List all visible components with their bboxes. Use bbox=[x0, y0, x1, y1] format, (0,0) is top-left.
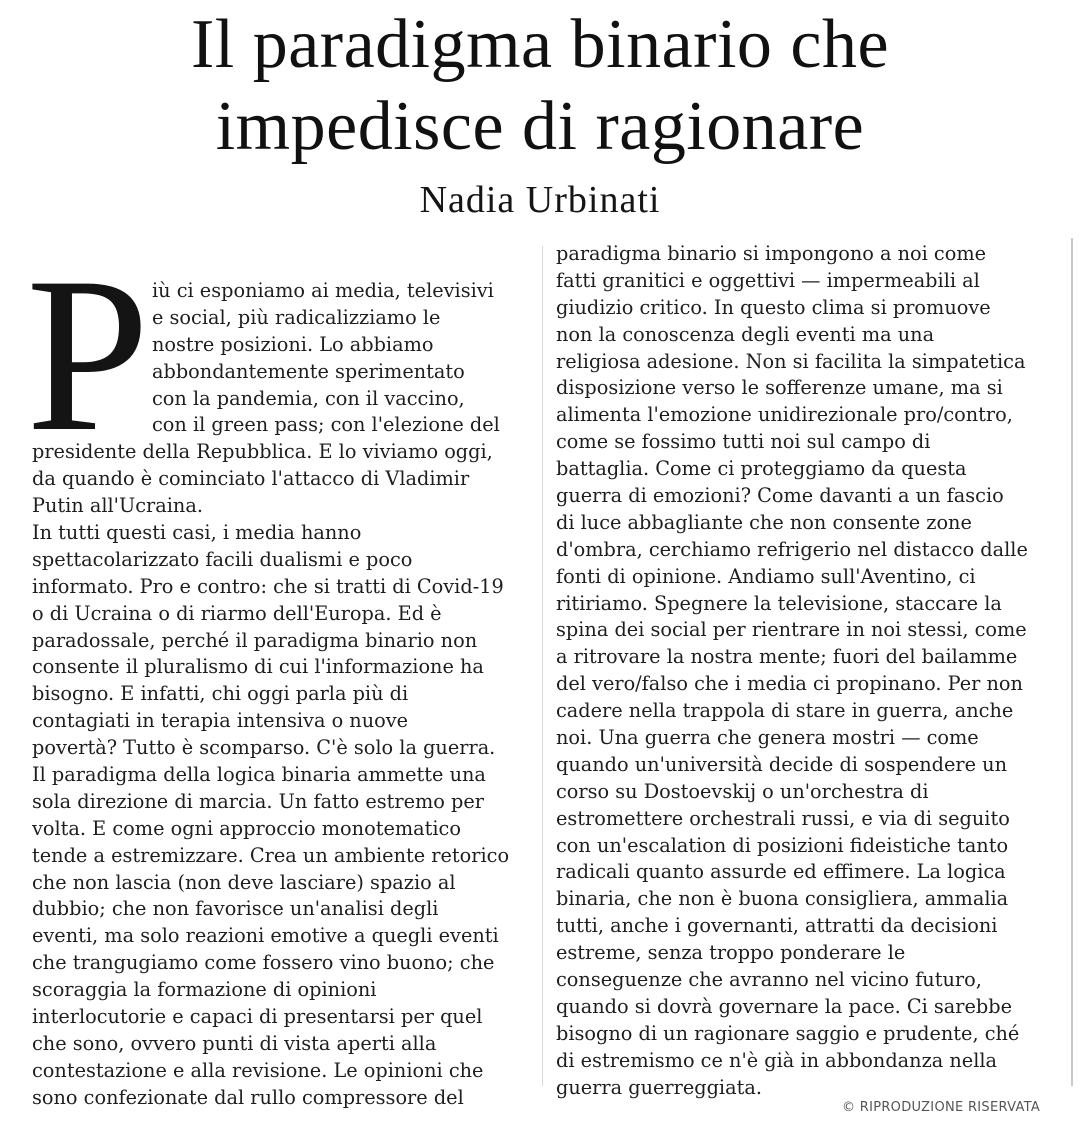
right-line: ritiriamo. Spegnere la televisione, staccare la bbox=[556, 591, 1002, 615]
headline-line-2: impedisce di ragionare bbox=[215, 88, 865, 165]
right-line: conseguenze che avranno nel vicino futuro, bbox=[556, 968, 982, 992]
right-line: corso su Dostoevskij o un'orchestra di bbox=[556, 779, 929, 803]
left-line: contagiati in terapia intensiva o nuove bbox=[32, 709, 409, 733]
right-line: radicali quanto assurde ed effimere. La logica bbox=[556, 860, 1006, 884]
drop-cap: P bbox=[26, 232, 150, 478]
right-line: cadere nella trappola di stare in guerra, anche bbox=[556, 699, 1014, 723]
left-line: sono confezionate dal rullo compressore del bbox=[32, 1085, 464, 1109]
left-line: In tutti questi casi, i media hanno bbox=[32, 521, 362, 545]
right-line: quando si dovrà governare la pace. Ci sarebbe bbox=[556, 994, 1013, 1018]
article-column-left bbox=[32, 278, 512, 1112]
right-line: noi. Una guerra che genera mostri — come bbox=[556, 726, 979, 750]
left-line: Putin all'Ucraina. bbox=[32, 494, 203, 518]
right-line: alimenta l'emozione unidirezionale pro/contro, bbox=[556, 403, 1013, 427]
left-line: o di Ucraina o di riarmo dell'Europa. Ed è bbox=[32, 601, 442, 625]
headline-line-1: Il paradigma binario che bbox=[190, 6, 890, 83]
right-line: di estremismo ce n'è già in abbondanza nella bbox=[556, 1048, 998, 1072]
left-line: dubbio; che non favorisce un'analisi degli bbox=[32, 897, 439, 921]
right-line: guerra guerreggiata. bbox=[556, 1075, 762, 1099]
left-line: scoraggia la formazione di opinioni bbox=[32, 978, 377, 1002]
right-line: spina dei social per rientrare in noi stessi, come bbox=[556, 618, 1027, 642]
right-line: fonti di opinione. Andiamo sull'Aventino, ci bbox=[556, 564, 976, 588]
right-line: religiosa adesione. Non si facilita la simpatetica bbox=[556, 349, 1026, 373]
right-line: non la conoscenza degli eventi ma una bbox=[556, 322, 935, 346]
left-line: e social, più radicalizziamo le bbox=[152, 305, 441, 329]
left-line: sola direzione di marcia. Un fatto estremo per bbox=[32, 789, 485, 813]
right-line: battaglia. Come ci proteggiamo da questa bbox=[556, 457, 967, 481]
left-line: bisogno. E infatti, chi oggi parla più di bbox=[32, 682, 409, 706]
right-line: di luce abbagliante che non consente zone bbox=[556, 510, 972, 534]
right-line: a ritrovare la nostra mente; fuori del bailamme bbox=[556, 645, 1018, 669]
right-line: bisogno di un ragionare saggio e prudente, ché bbox=[556, 1021, 1020, 1045]
author-byline: Nadia Urbinati bbox=[419, 179, 661, 221]
right-line: binaria, che non è buona consigliera, ammalia bbox=[556, 887, 1009, 911]
right-line: estromettere orchestrali russi, e via di seguito bbox=[556, 806, 1010, 830]
left-line: contestazione e alla revisione. Le opinioni che bbox=[32, 1058, 484, 1082]
right-line: quando un'università decide di sospendere un bbox=[556, 752, 1008, 776]
right-line: giudizio critico. In questo clima si promuove bbox=[556, 295, 991, 319]
left-line: presidente della Repubblica. E lo viviamo oggi, bbox=[32, 440, 493, 464]
left-line: che sono, ovvero punti di vista aperti alla bbox=[32, 1031, 437, 1055]
left-line: volta. E come ogni approccio monotematico bbox=[32, 816, 461, 840]
right-line: come se fossimo tutti noi sul campo di bbox=[556, 430, 931, 454]
left-line: tende a estremizzare. Crea un ambiente retorico bbox=[32, 843, 510, 867]
left-line: abbondantemente sperimentato bbox=[152, 359, 465, 383]
left-line: con il green pass; con l'elezione del bbox=[152, 413, 500, 437]
left-line: che non lascia (non deve lasciare) spazio al bbox=[32, 870, 456, 894]
left-line: povertà? Tutto è scomparso. C'è solo la guerra. bbox=[32, 736, 496, 760]
right-line: estreme, senza troppo ponderare le bbox=[556, 941, 906, 965]
headline bbox=[0, 4, 1080, 168]
column-divider bbox=[542, 246, 543, 1086]
left-line: informato. Pro e contro: che si tratti di Covid-19 bbox=[32, 574, 504, 598]
right-line: con un'escalation di posizioni fideistiche tanto bbox=[556, 833, 1009, 857]
right-line: del vero/falso che i media ci propinano. Per non bbox=[556, 672, 1023, 696]
left-line: da quando è cominciato l'attacco di Vladimir bbox=[32, 467, 470, 491]
left-line: Il paradigma della logica binaria ammette una bbox=[32, 763, 486, 787]
left-line: con la pandemia, con il vaccino, bbox=[152, 386, 465, 410]
right-line: d'ombra, cerchiamo refrigerio nel distacco dalle bbox=[556, 537, 1028, 561]
left-line: nostre posizioni. Lo abbiamo bbox=[152, 332, 434, 356]
left-line: che trangugiamo come fossero vino buono; che bbox=[32, 951, 495, 975]
left-line: consente il pluralismo di cui l'informazione ha bbox=[32, 655, 484, 679]
page-edge-rule bbox=[1071, 238, 1073, 1086]
right-line: guerra di emozioni? Come davanti a un fascio bbox=[556, 484, 1004, 508]
left-line: iù ci esponiamo ai media, televisivi bbox=[152, 279, 494, 302]
left-line: paradossale, perché il paradigma binario non bbox=[32, 628, 478, 652]
article-column-right bbox=[556, 241, 1056, 1102]
left-line: interlocutorie e capaci di presentarsi per quel bbox=[32, 1005, 483, 1029]
right-line: disposizione verso le sofferenze umane, ma si bbox=[556, 376, 1003, 400]
right-line: fatti granitici e oggettivi — impermeabili al bbox=[556, 268, 980, 292]
right-line: paradigma binario si impongono a noi come bbox=[556, 242, 987, 265]
left-line: spettacolarizzato facili dualismi e poco bbox=[32, 547, 413, 571]
left-line: eventi, ma solo reazioni emotive a quegli eventi bbox=[32, 924, 499, 948]
right-line: tutti, anche i governanti, attratti da decisioni bbox=[556, 914, 998, 938]
copyright-notice: © RIPRODUZIONE RISERVATA bbox=[842, 1100, 1041, 1115]
